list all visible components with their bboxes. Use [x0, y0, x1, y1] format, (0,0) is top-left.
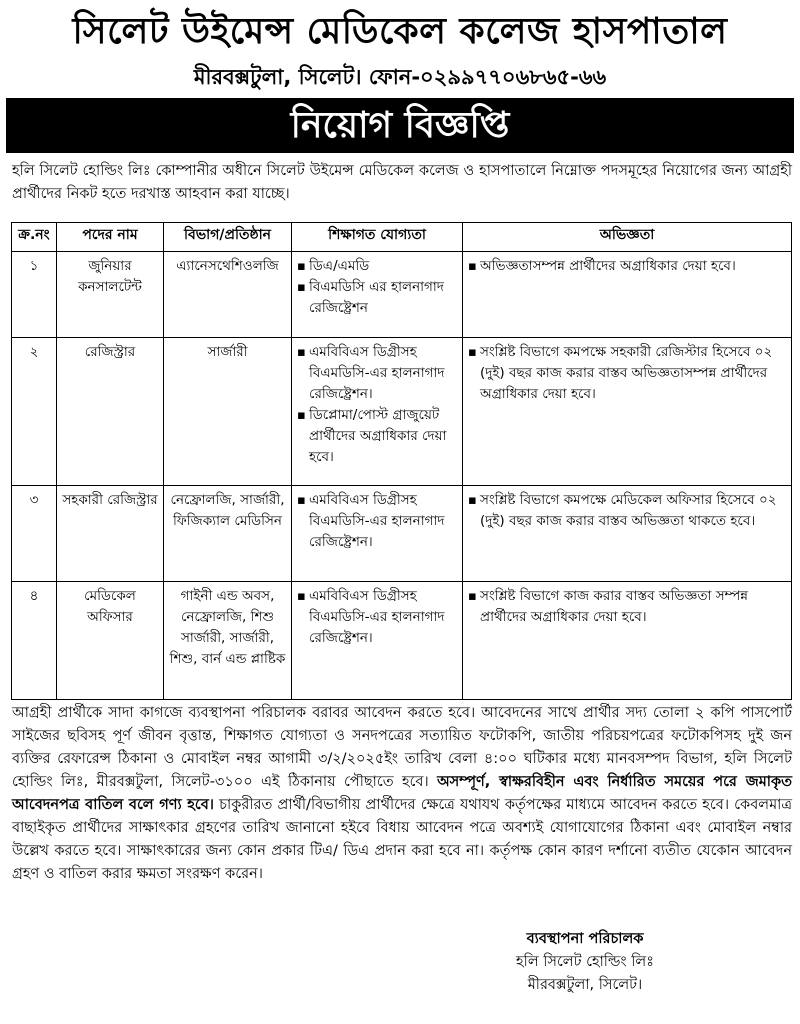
experience-item: ▪ অভিজ্ঞতাসম্পন্ন প্রার্থীদের অগ্রাধিকার দেয়া হবে।	[468, 256, 786, 277]
row-post: মেডিকেল অফিসার	[57, 582, 164, 700]
table-header-row	[12, 223, 792, 252]
row-experience	[463, 486, 792, 582]
experience-item: ▪ সংশ্লিষ্ট বিভাগে কমপক্ষে মেডিকেল অফিসার হিসেবে ০২ (দুই) বছর কাজ করার বাস্তব অভিজ্ঞতা থাকতে হবে।	[468, 490, 786, 532]
row-post: রেজিস্ট্রার	[57, 338, 164, 486]
table-row	[12, 252, 792, 338]
hospital-title: সিলেট উইমেন্স মেডিকেল কলেজ হাসপাতাল	[72, 11, 728, 52]
header-experience: অভিজ্ঞতা	[463, 223, 792, 252]
row-qualification	[292, 582, 463, 700]
experience-item: ▪ সংশ্লিষ্ট বিভাগে কমপক্ষে সহকারী রেজিস্টার হিসেবে ০২ (দুই) বছর কাজ করার বাস্তব অভিজ্ঞতাসম্পন্ন প্রার্থীদের অগ্রাধিকার দেয়া হবে।	[468, 342, 786, 405]
row-qualification	[292, 338, 463, 486]
row-qualification	[292, 486, 463, 582]
qualification-item: ▪ ডিপ্লোমা/পোস্ট গ্রাজুয়েট প্রার্থীদের অগ্রাধিকার দেয়া হবে।	[297, 405, 457, 468]
qualification-item: ▪ এমবিবিএস ডিগ্রীসহ বিএমডিসি-এর হালনাগাদ রেজিষ্ট্রেশন।	[297, 490, 457, 553]
qualification-item: ▪ ডিএ/এমডি	[297, 256, 457, 277]
row-post: সহকারী রেজিস্ট্রার	[57, 486, 164, 582]
table-row	[12, 582, 792, 700]
instructions-part-2: চাকুরীরত প্রার্থী/বিভাগীয় প্রার্থীদের ক্ষেত্রে যথাযথ কর্তৃপক্ষের মাধ্যমে আবেদন করতে হবে। কেবলমাত্র বাছাইকৃত প্রার্থীদের সাক্ষাৎকার গ্রহণের তারিখ জানানো হইবে বিধায় আবেদন পত্রে অবশ্যই যোগাযোগের ঠিকানা এবং মোবাইল নম্বার উল্লেখ করতে হবে। সাক্ষাৎকারের জন্য কোন প্রকার টিএ/ ডিএ প্রদান করা হবে না। কর্তৃপক্ষ কোন কারণ দর্শানো ব্যতীত যেকোন আবেদন গ্রহণ ও বাতিল করার ক্ষমতা সংরক্ষণ করেন।	[12, 797, 792, 882]
header-serial: ক্র.নং	[12, 223, 57, 252]
row-department: সার্জারী	[164, 338, 292, 486]
table-row	[12, 338, 792, 486]
instructions-bold-warning: অসম্পূর্ণ, স্বাক্ষরবিহীন এবং নির্ধারিত সময়ের পরে জমাকৃত আবেদনপত্র বাতিল বলে গণ্য হবে।	[12, 774, 792, 813]
signatory-address: মীরবক্সটুলা, সিলেট।	[527, 977, 643, 993]
row-experience	[463, 338, 792, 486]
instructions-paragraph	[12, 702, 792, 886]
header-qualification: শিক্ষাগত যোগ্যতা	[292, 223, 463, 252]
row-department: নেফ্রোলজি, সার্জারী, ফিজিক্যাল মেডিসিন	[164, 486, 292, 582]
address-phone: মীরবক্সটুলা, সিলেট। ফোন-০২৯৯৭৭০৬৮৬৫-৬৬	[193, 65, 607, 89]
qualification-item: ▪ বিএমডিসি এর হালনাগাদ রেজিষ্ট্রেশন	[297, 277, 457, 319]
row-experience	[463, 252, 792, 338]
row-serial: ৩	[12, 486, 57, 582]
header-department: বিভাগ/প্রতিষ্ঠান	[164, 223, 292, 252]
row-experience	[463, 582, 792, 700]
table-row	[12, 486, 792, 582]
experience-item: ▪ সংশ্লিষ্ট বিভাগে কাজ করার বাস্তব অভিজ্ঞতা সম্পন্ন প্রার্থীদের অগ্রাধিকার দেয়া হবে।	[468, 586, 786, 628]
vacancy-table	[11, 222, 792, 700]
row-department: গাইনী এন্ড অবস, নেফ্রোলজি, শিশু সার্জারী, সার্জারী, শিশু, বার্ন এন্ড প্লাষ্টিক	[164, 582, 292, 700]
row-qualification	[292, 252, 463, 338]
qualification-item: ▪ এমবিবিএস ডিগ্রীসহ বিএমডিসি-এর হালনাগাদ রেজিষ্ট্রেশন।	[297, 586, 457, 649]
row-serial: ১	[12, 252, 57, 338]
header-post: পদের নাম	[57, 223, 164, 252]
qualification-item: ▪ এমবিবিএস ডিগ্রীসহ বিএমডিসি-এর হালনাগাদ রেজিষ্ট্রেশন।	[297, 342, 457, 405]
signatory-title: ব্যবস্থাপনা পরিচালক	[526, 931, 644, 947]
row-department: এ্যানেসথেশিওলজি	[164, 252, 292, 338]
row-serial: ২	[12, 338, 57, 486]
row-post: জুনিয়ার কনসালটেন্ট	[57, 252, 164, 338]
notice-banner: নিয়োগ বিজ্ঞপ্তি	[6, 98, 794, 153]
signature-block	[460, 928, 710, 997]
signatory-company: হলি সিলেট হোল্ডিং লিঃ	[516, 954, 654, 970]
row-serial: ৪	[12, 582, 57, 700]
intro-paragraph: হলি সিলেট হোল্ডিং লিঃ কোম্পানীর অধীনে সিলেট উইমেন্স মেডিকেল কলেজ ও হাসপাতালে নিম্নোক্ত পদসমূহের নিয়োগের জন্য আগ্রহী প্রার্থীদের নিকট হতে দরখাস্ত আহবান করা যাচ্ছে।	[12, 163, 792, 202]
instructions-part-1: আগ্রহী প্রার্থীকে সাদা কাগজে ব্যবস্থাপনা পরিচালক বরাবর আবেদন করতে হবে। আবেদনের সাথে প্রার্থীর সদ্য তোলা ২ কপি পাসপোর্ট সাইজের ছবিসহ পূর্ণ জীবন বৃত্তান্ত, শিক্ষাগত যোগ্যতা ও সনদপত্রের সত্যায়িত ফটোকপি, জাতীয় পরিচয়পত্রের ফটোকপিসহ দুই জন ব্যক্তির রেফারেন্স ঠিকানা ও মোবাইল নম্বর আগামী ৩/২/২০২৫ইং তারিখ বেলা ৪:০০ ঘটিকার মধ্যে মানবসম্পদ বিভাগ, হলি সিলেট হোল্ডিং লিঃ, মীরবক্সটুলা, সিলেট-৩১০০ এই ঠিকানায় পৌছাতে হবে।	[12, 705, 792, 790]
